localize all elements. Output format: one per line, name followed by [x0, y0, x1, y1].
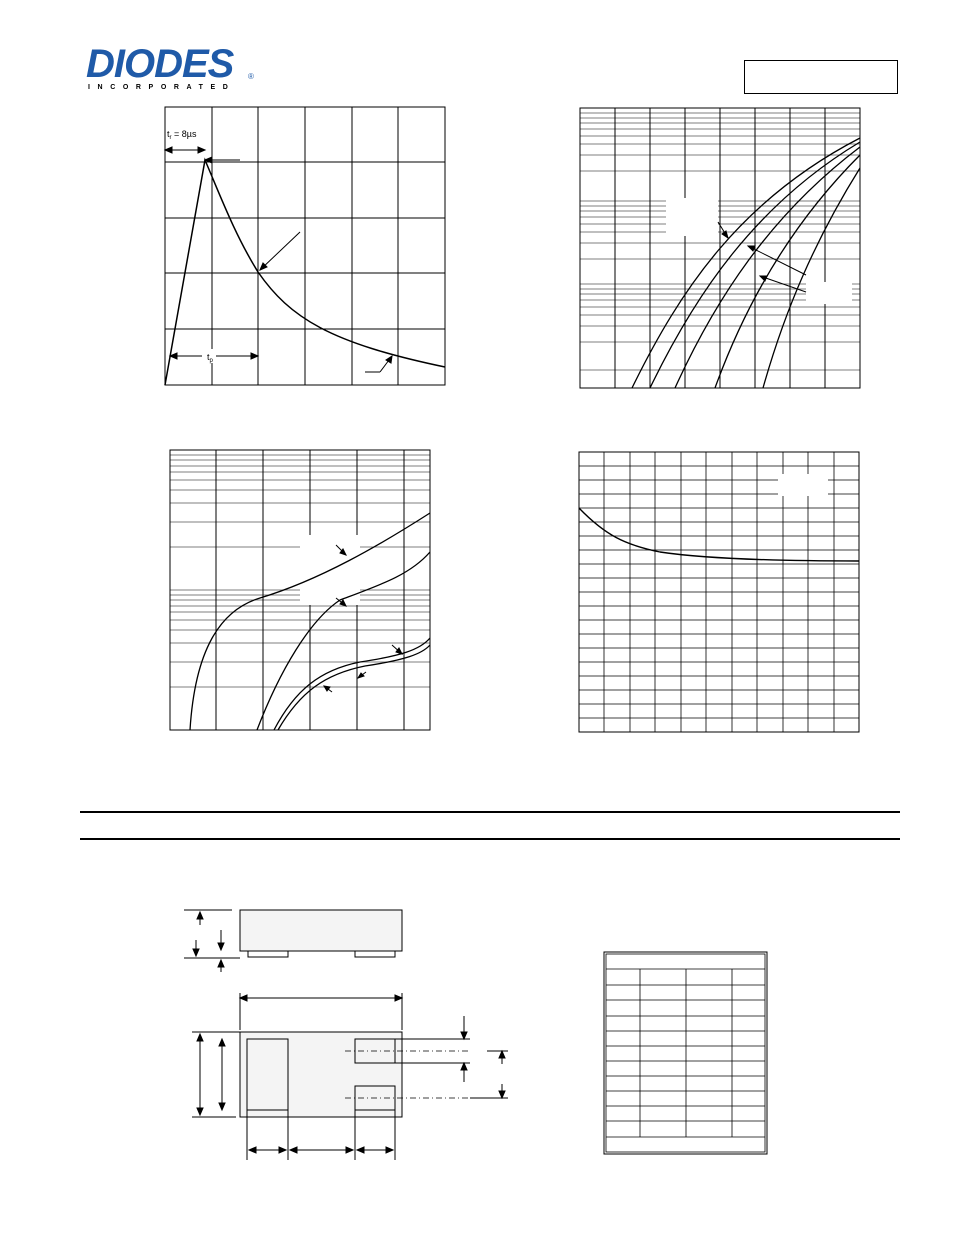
- table-columns: [640, 969, 732, 1137]
- fig1-pulse-label: $t_p$: [207, 352, 213, 364]
- logo-subtitle: INCORPORATED: [88, 84, 236, 91]
- fig4-curve: [579, 508, 859, 561]
- fig4-linear-curve: [574, 447, 864, 737]
- fig2-annotation-arrows: [718, 222, 806, 292]
- package-top-view: [240, 1032, 402, 1117]
- fig2-log-curves: [575, 100, 865, 395]
- fig3-log-curves: [165, 445, 435, 735]
- diodes-logo: [86, 42, 256, 94]
- dimension-table: [600, 948, 772, 1158]
- table-frame: [604, 952, 767, 1154]
- fig2-label-area-2: [806, 282, 852, 304]
- section-rule-bottom: [80, 838, 900, 840]
- logo-registered-mark: ®: [248, 72, 254, 81]
- fig2-curve-family: [632, 138, 860, 388]
- fig1-pulse-waveform: [160, 100, 450, 390]
- fig2-label-area-1: [666, 198, 718, 236]
- fig1-grid: [165, 107, 445, 385]
- fig4-label-area: [778, 474, 828, 496]
- package-side-view: [240, 910, 402, 957]
- logo-wordmark: DIODES: [86, 42, 234, 86]
- part-number-box: [744, 60, 898, 94]
- top-width-dimension: [240, 993, 402, 1030]
- section-rule-top: [80, 811, 900, 813]
- fig1-rise-dimension: [165, 147, 240, 163]
- table-rows: [606, 969, 765, 1137]
- fig1-annotation-arrows: [260, 232, 392, 372]
- side-view-dimensions: [184, 910, 240, 972]
- fig1-rise-label: $t_r = 8\mu s$: [167, 129, 197, 141]
- package-outline-drawing: [180, 900, 520, 1165]
